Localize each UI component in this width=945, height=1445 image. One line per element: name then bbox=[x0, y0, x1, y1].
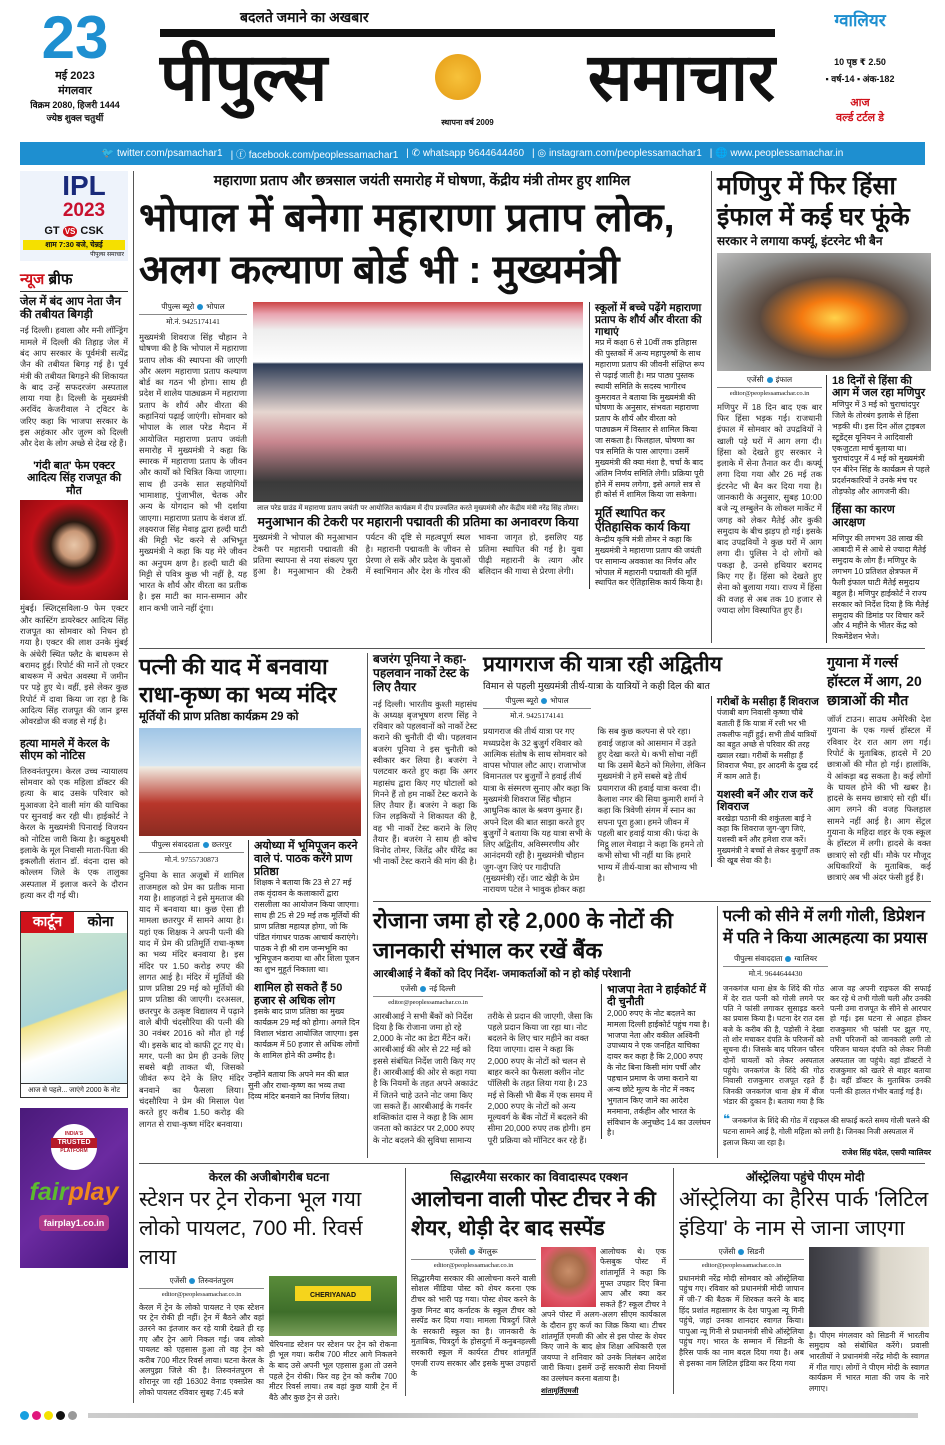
masthead-bar bbox=[160, 29, 775, 37]
brief-label-b: ब्रीफ bbox=[48, 271, 73, 288]
shot-headline: पत्नी को सीने में लगी गोली, डिप्रेशन में पति ने किया आत्महत्या का प्रयास bbox=[723, 907, 928, 947]
teacher-body: सिद्धारमैया सरकार की आलोचना करने वाली सोशल मीडिया पोस्ट को शेयर करना एक टीचर को भारी पड़ गया। पोस्ट शेयर करने के कुछ मिनट बाद कर्नाटक के स्कूल टीचर को सस्पेंड कर दिया गया। मामला चित्रदुर्ग जिले के सरकारी स्कूल का है। जानकारी के मुताबिक, चित्रदुर्ग के होसदुर्गा में कनुबनहल्ली सरकारी स्कूल में कार्यरत टीचर शांतमूर्ति एमजी राज्य सरकार और इसके मुफ्त उपहारों के bbox=[411, 1273, 536, 1379]
print-registration-marks bbox=[20, 1411, 925, 1420]
vs-badge: VS bbox=[64, 227, 76, 236]
shot-story: पत्नी को सीने में लगी गोली, डिप्रेशन में पति ने किया आत्महत्या का प्रयास पीपुल्स संवाददाता ग्वालियर मो.नं. 9644644430 जनकगंज थाना क्षेत्र के शिंदे की गोठ में देर रात पत्नी को गोली लगने पर पति ने फांसी लगाकर सुसाइड करने का प्रयास किया है। घटना देर रात दस बजे के करीब की है, पड़ोसी ने देखा तो शोर मचाकर दंपति के परिजनों को सूचना दी। जिसके बाद परिजन फौरन दोनों घायलों को लेकर अस्पताल पहुंचे। जनकगंज के शिंदे की गोठ निवासी राजकुमार राजपूत रहते हैं जिनकी जनकगंज थाना क्षेत्र में बीज भंडार की दुकान है। बताया गया है कि आज वह अपनी राइफल की सफाई कर रहे थे तभी गोली चली और उनकी पत्नी उमा राजपूत के सीने से आरपार हो गई। इस घटना से आहत होकर राजकुमार भी फांसी पर झूल गए, तभी परिजनों को जानकारी लगी तो परिजन घायल दंपति को लेकर निजी अस्पताल जा पहुंचे। वहां डॉक्टरों ने राजकुमार को खतरे से बाहर बताया है। वहीं डॉक्टर के मुताबिक उनकी पत्नी की हालत गंभीर बताई गई है। ❝ जनकगंज के शिंदे की गोठ में राइफल की सफाई करते समय गोली चलने की घटना सामने आई है, गोली महिला को लगी है। जिनका निजी अस्पताल में इलाज किया जा रहा है। राजेश सिंह चंदेल, एसपी ग्वालियर bbox=[717, 906, 931, 1158]
brief-body: नई दिल्ली। हवाला और मनी लॉन्ड्रिंग मामले में दिल्ली की तिहाड़ जेल में बंद आप सरकार के पूर्वमंत्री सत्येंद्र जैन की तबीयत बिगड़ गई है। पूर्व मंत्री की तबीयत बिगड़ने की शिकायत के बाद उन्हें सफदरजंग अस्पताल लाया गया है। दिल्ली के मुख्यमंत्री अरविंद केजरीवाल ने ट्विटर के जरिए कहा कि भाजपा सरकार के इस अहंकार और जुल्म को दिल्ली और देश के लोग अच्छे से देख रहे हैं। bbox=[20, 325, 128, 449]
team-gt: GT bbox=[44, 225, 60, 237]
australia-body: प्रधानमंत्री नरेंद्र मोदी सोमवार को ऑस्ट्रेलिया पहुंच गए। रविवार को प्रधानमंत्री मोदी जापान में जी-7 की बैठक में शिरकत करने के बाद हिंद प्रशांत महासागर के देश पापुआ न्यू गिनी पहुंचे, जहां उनका शानदार स्वागत किया। पापुआ न्यू गिनी से प्रधानमंत्री सीधे ऑस्ट्रेलिया पहुंच गए। भारत के सम्मान में सिडनी के हैरिस पार्क का नाम बदल दिया गया है। अब से इसका नाम लिटिल इंडिया कर दिया गया bbox=[679, 1273, 804, 1368]
title-block bbox=[140, 8, 795, 128]
manipur-headline: मणिपुर में फिर हिंसा इंफाल में कई घर फूंके bbox=[717, 172, 910, 231]
quote-text: जनकगंज के शिंदे की गोठ में राइफल की सफाई करते समय गोली चलने की घटना सामने आई है, गोली महिला को लगी है। जिनका निजी अस्पताल में इलाज किया जा रहा है। bbox=[723, 1116, 930, 1147]
middle-row bbox=[139, 648, 931, 1158]
date-tithi: ज्येष्ठ शुक्ल चतुर्थी bbox=[46, 113, 104, 123]
web-icon: 🌐 bbox=[715, 148, 728, 159]
team-csk: CSK bbox=[80, 225, 104, 237]
lead-center bbox=[253, 302, 583, 578]
title-right: समाचार bbox=[587, 40, 775, 114]
teacher-story bbox=[405, 1168, 667, 1396]
lead-kicker: महाराणा प्रताप और छत्रसाल जयंती समारोह में घोषणा, केंद्रीय मंत्री तोमर हुए शामिल bbox=[213, 172, 631, 188]
email: editor@peoplessamachar.co.in bbox=[433, 1261, 514, 1269]
ad-url: fairplay1.co.in bbox=[39, 1215, 110, 1231]
lead-photo-caption: लाल परेड ग्राउंड में महाराणा प्रताप जयंती पर आयोजित कार्यक्रम में दीप प्रज्वलित करते मुख्यमंत्री और केंद्रीय मंत्री नरेंद्र सिंह तोमर। bbox=[257, 505, 579, 512]
ipl-year: 2023 bbox=[62, 200, 106, 221]
lead-sub-body: मुख्यमंत्री ने भोपाल की मनुआभान टेकरी पर महारानी पद्मावती की प्रतिमा स्थापना से नया संकल्प पूरा हुआ है। मनुआभान की टेकरी पर्यटन की दृष्टि से महत्वपूर्ण स्थल है। महारानी पद्मावती के जीवन से प्रेरणा ले सकें और प्रदेश के युवाओं में स्वाभिमान और देश के गौरव की भावना जागृत हो, इसलिए यह प्रतिमा स्थापित की गई है। युवा पीढ़ी महारानी के त्याग और बलिदान की गाथा से प्रेरणा लेगी। bbox=[253, 532, 583, 577]
bajrang-story bbox=[373, 653, 477, 868]
guyana-body: जॉर्ज टाउन। साउथ अमेरिकी देश गुयाना के एक गर्ल्स हॉस्टल में रविवार देर रात आग लग गई। रिपोर्ट के मुताबिक, हादसे में 20 छात्राओं की मौत हो गई। हालांकि, ये आंकड़ा बढ़ सकता है। कई लोगों के घायल होने की भी खबर है। हादसे के समय छात्राएं सो रही थीं। आग लगने की वजह फिलहाल सामने नहीं आई है। आग सेंट्रल गुयाना के महिदा शहर के एक स्कूल के हॉस्टल में लगी। हादसे के वक्त छात्राएं सो रही थीं। मौके पर मौजूद अधिकारियों के मुताबिक, कई छात्राएं अब भी अंदर फंसी हुई हैं। bbox=[827, 714, 931, 883]
mobile-number: मो.नं. 9425174141 bbox=[510, 711, 564, 721]
australia-headline: ऑस्ट्रेलिया का हैरिस पार्क 'लिटिल इंडिया' के नाम से जाना जाएगा bbox=[679, 1187, 929, 1240]
byline: एजेंसी bbox=[449, 1246, 467, 1256]
temple-sidebar bbox=[248, 840, 360, 1061]
temple-headline: पत्नी की याद में बनवाया राधा-कृष्ण का भव्य मंदिर bbox=[139, 654, 337, 708]
main-area bbox=[133, 171, 931, 1403]
australia-text: एजेंसी सिडनी editor@peoplessamachar.co.in प्रधानमंत्री नरेंद्र मोदी सोमवार को ऑस्ट्रेलिया पहुंच गए। रविवार को प्रधानमंत्री मोदी जापान में जी-7 की बैठक में शिरकत करने के बाद हिंद प्रशांत महासागर के देश पापुआ न्यू गिनी पहुंचे, जहां उनका शानदार स्वागत किया। पापुआ न्यू गिनी से प्रधानमंत्री सीधे ऑस्ट्रेलिया पहुंच गए। भारत के सम्मान में सिडनी के हैरिस पार्क का नाम बदल दिया गया है। अब से इसका नाम लिटिल इंडिया कर दिया गया bbox=[679, 1246, 804, 1368]
email: editor@peoplessamachar.co.in bbox=[388, 998, 468, 1006]
burning-car-photo bbox=[717, 253, 931, 371]
brief-title: जेल में बंद आप नेता जैन की तबीयत बिगड़ी bbox=[20, 296, 121, 322]
masthead bbox=[20, 0, 925, 142]
newspaper-page bbox=[20, 0, 931, 1420]
tagline: बदलते जमाने का अखबार bbox=[240, 9, 369, 25]
social-twitter[interactable]: 🐦 twitter.com/psamachar1 bbox=[101, 148, 223, 159]
sidebar-body: बरखेड़ा पठानी की शकुंतला बाई ने कहा कि शिवराज जुग-जुग जिएं, यशस्वी बनें और हमेशा राज करें। मुख्यमंत्री ने बच्चों से लेकर बुजुर्गों तक की खूब सेवा की है। bbox=[717, 813, 821, 866]
brand-play: play bbox=[68, 1178, 119, 1207]
bajrang-body: नई दिल्ली। भारतीय कुश्ती महासंघ के अध्यक्ष बृजभूषण शरण सिंह ने रविवार को पहलवानों को नार्को टेस्ट कराने की चुनौती दी थी। पहलवान बजरंग पूनिया ने इस चुनौती को स्वीकार कर लिया है। बजरंग ने पलटवार करते हुए कहा कि अगर महासंघ द्वारा किए गए घोटालों को गिनने हैं तो हम नार्को टेस्ट कराने के लिए तैयार हैं। बजरंग ने कहा कि जिन लड़कियों ने शिकायत की है, वह भी नार्को टेस्ट कराने के लिए तैयार हैं। बजरंग ने साथ ही कोच विनोद तोमर, जितेंद्र और धीरेंद्र का भी नार्को टेस्ट कराने की मांग की है। bbox=[373, 698, 478, 867]
sidebar-body: 2,000 रुपए के नोट बदलने का मामला दिल्ली हाईकोर्ट पहुंच गया है। भाजपा नेता और वकील अश्विनी उपाध्याय ने एक जनहित याचिका दायर कर कहा है कि 2,000 रुपए के नोट बिना किसी मांग पर्ची और पहचान प्रमाण के जमा कराने या अन्य छोटे मूल्य के नोट में नकद भुगतान किए जाने का आदेश मनमाना, तर्कहीन और भारत के संविधान के अनुच्छेद 14 का उल्लंघन है। bbox=[607, 1008, 711, 1138]
instagram-icon: ◎ bbox=[537, 148, 547, 159]
lead-sidebar bbox=[589, 302, 705, 589]
sidebar-title: स्कूलों में बच्चे पढ़ेंगे महाराणा प्रताप के शौर्य और वीरता की गाथाएं bbox=[595, 302, 702, 339]
today-label: आज bbox=[850, 97, 870, 109]
brief-title: हत्या मामले में केरल के सीएम को नोटिस bbox=[20, 737, 110, 763]
fairplay-ad[interactable] bbox=[20, 1108, 128, 1268]
cartoon-image bbox=[21, 933, 127, 1083]
kerala-body-2: चेरियनाड स्टेशन पर स्टेशन पर ट्रेन को रोकना ही भूल गया। करीब 700 मीटर आगे निकलने के बाद उसे अपनी भूल एहसास हुआ तो उसने पहले ट्रेन रोकी। फिर वह ट्रेन को करीब 700 मीटर रिवर्स लाया। तब वहां कुछ यात्री ट्रेन में बैठे और कुछ ट्रेन से उतरे। bbox=[269, 1339, 397, 1402]
price: 10 पृष्ठ ₹ 2.50 bbox=[834, 57, 886, 67]
station-sign-photo bbox=[269, 1276, 397, 1336]
mobile-number: मो.नं. 9644644430 bbox=[748, 968, 803, 978]
sidebar-title: मूर्ति स्थापित कर ऐतिहासिक कार्य किया bbox=[595, 506, 690, 535]
edition-city: ग्वालियर bbox=[834, 11, 886, 30]
teacher-photo-caption: शांतामूर्तिएमजी bbox=[541, 1387, 579, 1395]
teacher-body-2: आलोचक थे। एक फेसबुक पोस्ट में शांतामूर्ति ने कहा कि मुफ्त उपहार दिए बिना आप और क्या कर सकते हैं? स्कूल टीचर ने अपने पोस्ट में अलग-अलग सीएम कार्यकाल के दौरान हुए कर्ज का जिक्र किया था। टीचर शांतमूर्ति एमजी की ओर से इस पोस्ट के शेयर किए जाने के बाद क्षेत्र शिक्षा अधिकारी एल जयप्पा ने शनिवार को उनके निलंबन आदेश जारी किया। इसमें उन्हें सरकारी सेवा नियमों का उल्लंघन करना बताया है। bbox=[541, 1246, 666, 1383]
manipur-story bbox=[711, 171, 931, 643]
founded: स्थापना वर्ष 2009 bbox=[441, 118, 494, 127]
social-website[interactable]: | 🌐 www.peoplessamachar.in bbox=[709, 148, 844, 159]
today-event: वर्ल्ड टर्टल डे bbox=[835, 112, 885, 124]
teacher-text: एजेंसी बेंगलुरू editor@peoplessamachar.co.in सिद्धारमैया सरकार की आलोचना करने वाली सोशल मीडिया पोस्ट को शेयर करना एक टीचर को भारी पड़ गया। पोस्ट शेयर करने के कुछ मिनट बाद कर्नाटक के स्कूल टीचर को सस्पेंड कर दिया गया। मामला चित्रदुर्ग जिले के सरकारी स्कूल का है। जानकारी के मुताबिक, चित्रदुर्ग के होसदुर्गा में कनुबनहल्ली सरकारी स्कूल में कार्यरत टीचर शांतमूर्ति एमजी राज्य सरकार और इसके मुफ्त उपहारों के bbox=[411, 1246, 536, 1379]
sidebar-body: इसके बाद प्राण प्रतिष्ठा का मुख्य कार्यक्रम 29 मई को होगा। अगले दिन विशाल भंडारा आयोजित जाएगा। इस कार्यक्रम में 50 हजार से अधिक लोगों के शामिल होने की उम्मीद है। bbox=[254, 1007, 360, 1060]
edition-block bbox=[805, 8, 915, 125]
date-weekday: मंगलवार bbox=[58, 85, 92, 97]
sidebar-title: भाजपा नेता ने हाईकोर्ट में दी चुनौती bbox=[607, 983, 706, 1009]
teacher-headline: आलोचना वाली पोस्ट टीचर ने की शेयर, थोड़ी देर बाद सस्पेंड bbox=[411, 1187, 656, 1240]
temple-right bbox=[248, 840, 360, 1102]
byline: एजेंसी bbox=[718, 1246, 736, 1256]
notes-sidebar bbox=[601, 984, 711, 1140]
twitter-icon: 🐦 bbox=[101, 148, 115, 159]
whatsapp-icon: ✆ bbox=[411, 148, 421, 159]
teacher-kicker: सिद्धारमैया सरकार का विवादास्पद एक्शन bbox=[450, 1169, 628, 1184]
cartoon-box bbox=[20, 911, 128, 1098]
sidebar-body: मणिपुर में 3 मई को चुराचांदपुर जिले के तोरबंग इलाके से हिंसा भड़की थी। इस दिन ऑल ट्राइबल स्टूडेंट्स यूनियन ने आदिवासी एकजुटता मार्च बुलाया था। चुराचांदपुर में 4 मई को मुख्यमंत्री एन बीरेन सिंह के कार्यक्रम से पहले प्रदर्शनकारियों ने उनके मंच पर तोड़फोड़ और आगजनी की। bbox=[832, 400, 930, 497]
teacher-photo bbox=[541, 1247, 596, 1307]
guyana-headline: गुयाना में गर्ल्स हॉस्टल में आग, 20 छात्राओं की मौत bbox=[827, 654, 922, 709]
issue: ▪ वर्ष-14 ▪ अंक-182 bbox=[825, 74, 895, 84]
bajrang-headline: बजरंग पूनिया ने कहा- पहलवान नार्को टेस्ट के लिए तैयार bbox=[373, 652, 469, 694]
kerala-text: एजेंसी तिरुवनंतपुरम editor@peoplessamachar.co.in केरल में ट्रेन के लोको पायलट ने एक स्टेशन पर ट्रेन रोकी ही नहीं। ट्रेन में बैठने और वहां उतरने का इंतजार कर रहे यात्री देखते ही रह गए और ट्रेन आगे निकल गई। जब लोको पायलट को एहसास हुआ तो वह ट्रेन को करीब 700 मीटर रिवर्स लाया। घटना केरल के अलपुझा जिले की है। तिरुवनंतपुरम से शोरानूर जा रही 16302 वेनाड एक्सप्रेस का लोको पायलट रविवार सुबह 7:45 बजे bbox=[139, 1275, 264, 1397]
sidebar-title: 18 दिनों से हिंसा की आग में जल रहा मणिपुर bbox=[832, 374, 926, 400]
sidebar-body: शिक्षक ने बताया कि 23 से 27 मई तक वृंदावन के कलाकारों द्वारा रासलीला का आयोजन किया जाएगा। साथ ही 25 से 29 मई तक मूर्तियों की प्राण प्रतिष्ठा महायज्ञ होगा, जो कि पंडित गंगाधर पाठक आचार्य कराएंगे। पाठक ने ही श्री राम जन्मभूमि का भूमिपूजन कराया था और शिला पूजन का शुभ मुहूर्त निकाला था। bbox=[254, 878, 360, 975]
ipl-time: शाम 7:30 बजे, चेन्नई bbox=[23, 240, 125, 250]
trusted-badge: INDIA'S TRUSTED PLATFORM bbox=[51, 1124, 97, 1170]
ipl-box bbox=[20, 171, 128, 261]
kerala-headline: स्टेशन पर ट्रेन रोकना भूल गया लोको पायलट, 700 मी. रिवर्स लाया bbox=[139, 1187, 363, 1269]
top-row bbox=[139, 171, 930, 643]
mobile-number: मो.नं. 9425174141 bbox=[166, 317, 220, 326]
facebook-icon: ⓕ bbox=[235, 150, 246, 161]
cartoon-label-b: कोना bbox=[87, 913, 114, 930]
news-brief bbox=[20, 269, 128, 901]
byline: एजेंसी bbox=[169, 1275, 187, 1285]
temple-sub: मूर्तियों की प्राण प्रतिष्ठा कार्यक्रम 29 को bbox=[139, 711, 299, 724]
middle-right bbox=[367, 653, 931, 1158]
cartoon-label-a: कार्टून bbox=[21, 912, 74, 933]
quote-icon: ❝ bbox=[723, 1112, 731, 1127]
shot-quote bbox=[723, 1111, 931, 1158]
lead-photo bbox=[253, 302, 583, 502]
temple-story bbox=[139, 653, 361, 1130]
date-month: मई 2023 bbox=[55, 70, 95, 82]
quote-author: राजेश सिंह चंदेल, एसपी ग्वालियर bbox=[841, 1147, 931, 1157]
brief-body: मुंबई। स्प्लिट्सविला-9 फेम एक्टर और कास्टिंग डायरेक्टर आदित्य सिंह राजपूत का सोमवार को निधन हो गया है। एक्टर की लाश उनके मुंबई के अंधेरी स्थित फ्लैट के बाथरूम से बरामद हुई। रिपोर्ट की मानें तो एक्टर बाथरूम में अचेत अवस्था में जमीन पर पड़े हुए थे। वहीं, इसे लेकर कुछ रिपोर्ट में दावा किया जा रहा है कि आदित्य सिंह राजपूत की जान ड्रग्स ओवरडोज की वजह से गई है। bbox=[20, 603, 128, 727]
cartoon-caption: आज से पहले... जाएंगे 2000 के नोट bbox=[21, 1083, 127, 1097]
date-block bbox=[20, 4, 130, 124]
left-column bbox=[20, 171, 128, 1268]
lead-body: मुख्यमंत्री शिवराज सिंह चौहान ने घोषणा की है कि भोपाल में महाराणा प्रताप लोक की स्थापना की जाएगी और अलग महाराणा प्रताप कल्याण बोर्ड का गठन भी होगा। साथ ही प्रदेश में शालेय पाठ्यक्रम में महाराणा प्रताप के शौर्य और वीरता की कहानियां पढ़ाई जाएंगी। सोमवार को भोपाल के लाल परेड मैदान में आयोजित महाराणा प्रताप जयंती समारोह में मुख्यमंत्री ने कहा कि स्मारक में महाराणा प्रताप के जीवन और कार्यों को चित्रित किया जाएगा। साथ ही उनके सात सहयोगियों भामाशाह, पुंजाभील, चेतक और अन्य के योगदान को भी दर्शाया जाएगा। महाराणा प्रताप के वंशज डॉ. लक्ष्यराज सिंह मेवाड़ द्वारा हल्दी घाटी की मिट्टी भेंट करने से अभिभूत मुख्यमंत्री ने कहा कि यह मेरे जीवन का अनुपम क्षण है। हल्दी घाटी की मिट्टी से पवित्र कुछ भी नहीं है, यह भारत के शौर्य और वीरता का प्रतीक है। इस माटी का मान-सम्मान और शान कभी जाने नहीं दूंगा। bbox=[139, 332, 247, 613]
sidebar-title: अयोध्या में भूमिपूजन करने वाले पं. पाठक करेंगे प्राण प्रतिष्ठा bbox=[254, 840, 358, 878]
brief-body: तिरुवनंतपुरम। केरल उच्च न्यायालय सोमवार को एक महिला डॉक्टर की हत्या के बाद उसके परिवार को मुआवजा देने वाली मांग की याचिका पर सुनवाई कर रही थी। हाईकोर्ट ने केरल के मुख्यमंत्री पिनाराई विजयन को नोटिस जारी किया है। कडुथुरुथी इलाके के मूल निवासी माता-पिता की इकलौती संतान डॉ. वंदना दास को कोल्लम जिले के एक तालुका अस्पताल में इलाज करने के दौरान हत्या कर दी गई थी। bbox=[20, 765, 128, 900]
manipur-text: एजेंसी इंफाल editor@peoplessamachar.co.in मणिपुर में 18 दिन बाद एक बार फिर हिंसा भड़क गई। राजधानी इंफाल में सोमवार को उपद्रवियों ने खाली पड़े घरों में आग लगा दी। हिंसा को देखते हुए सरकार ने इलाके में सेना तैनात कर दी। कर्फ्यू लगा दिया गया और 26 मई तक इंटरनेट भी बैन कर दिया गया है। जानकारी के अनुसार, सुबह 10:00 बजे न्यू लम्बुलेन के लोकल मार्केट में जगह को लेकर मैतेई और कुकी समुदाय के बीच झड़प हो गई। इसके बाद उपद्रवियों ने कुछ घरों में आग लगा दी। पुलिस ने दो लोगों को पकड़ा है, उनसे हथियार बरामद किए गए हैं। हिंसा को देखते हुए सेना को बुलाया गया। राज्य में हिंसा की वजह से अब तक 10 हजार से ज्यादा लोग विस्थापित हुए हैं। bbox=[717, 374, 822, 615]
page-body bbox=[20, 170, 931, 1403]
social-facebook[interactable]: | ⓕ facebook.com/peoplessamachar1 bbox=[230, 150, 399, 161]
byline: पीपुल्स संवाददाता bbox=[151, 840, 200, 850]
byline: पीपुल्स संवाददाता bbox=[733, 953, 783, 963]
email: editor@peoplessamachar.co.in bbox=[161, 1290, 242, 1298]
prayagraj-sub: विमान से पहली मुख्यमंत्री तीर्थ-यात्रा के यात्रियों ने कही दिल की बात bbox=[483, 681, 710, 693]
byline: पीपुल्स ब्यूरो bbox=[505, 696, 539, 706]
manipur-body: मणिपुर में 18 दिन बाद एक बार फिर हिंसा भड़क गई। राजधानी इंफाल में सोमवार को उपद्रवियों ने खाली पड़े घरों में आग लगा दी। हिंसा को देखते हुए सरकार ने इलाके में सेना तैनात कर दी। कर्फ्यू लगा दिया गया और 26 मई तक इंटरनेट भी बैन कर दिया गया है। जानकारी के अनुसार, सुबह 10:00 बजे न्यू लम्बुलेन के लोकल मार्केट में जगह को लेकर मैतेई और कुकी समुदाय के बीच झड़प हो गई। इसके बाद उपद्रवियों ने कुछ घरों में आग लगा दी। पुलिस ने दो लोगों को पकड़ा है, उनसे हथियार बरामद किए गए हैं। हिंसा को देखते हुए सेना को बुलाया गया। राज्य में हिंसा की वजह से अब तक 10 हजार से ज्यादा लोग विस्थापित हुए हैं। bbox=[717, 401, 822, 615]
lead-text: पीपुल्स ब्यूरो भोपाल मो.नं. 9425174141 मुख्यमंत्री शिवराज सिंह चौहान ने घोषणा की है कि भोपाल में महाराणा प्रताप लोक की स्थापना की जाएगी और अलग महाराणा प्रताप कल्याण बोर्ड का गठन भी होगा। साथ ही प्रदेश में शालेय पाठ्यक्रम में महाराणा प्रताप के शौर्य और वीरता की कहानियां पढ़ाई जाएंगी। सोमवार को भोपाल के लाल परेड मैदान में आयोजित महाराणा प्रताप जयंती समारोह में मुख्यमंत्री ने कहा कि स्मारक में महाराणा प्रताप के जीवन और कार्यों को चित्रित किया जाएगा। साथ ही उनके सात सहयोगियों भामाशाह, पुंजाभील, चेतक और अन्य के योगदान को भी दर्शाया जाएगा। महाराणा प्रताप के वंशज डॉ. लक्ष्यराज सिंह मेवाड़ द्वारा हल्दी घाटी की मिट्टी भेंट करने से अभिभूत मुख्यमंत्री ने कहा कि यह मेरे जीवन का अनुपम क्षण है। हल्दी घाटी की मिट्टी से पवित्र कुछ भी नहीं है, यह भारत के शौर्य और वीरता का प्रतीक है। इस माटी का मान-सम्मान और शान कभी जाने नहीं दूंगा। bbox=[139, 302, 247, 613]
sidebar-title: शामिल हो सकते हैं 50 हजार से अधिक लोग bbox=[254, 982, 343, 1007]
mobile-number: मो.नं. 9755730873 bbox=[164, 855, 219, 865]
brand-fair: fair bbox=[29, 1178, 69, 1207]
sidebar-title: यशस्वी बनें और राज करें शिवराज bbox=[717, 788, 813, 814]
byline: एजेंसी bbox=[746, 374, 764, 384]
byline: पीपुल्स ब्यूरो bbox=[161, 302, 195, 311]
newspaper-title bbox=[160, 37, 775, 117]
prayagraj-text: पीपुल्स ब्यूरो भोपाल मो.नं. 9425174141 प्रयागराज की तीर्थ यात्रा पर गए मध्यप्रदेश के 32 बुजुर्ग रविवार को आत्मिक संतोष के साथ सोमवार को वापस भोपाल लौट आए। राजाभोज विमानतल पर बुजुर्गों ने हवाई तीर्थ यात्रा के संस्मरण सुनाए और कहा कि मुख्यमंत्री शिवराज सिंह चौहान आधुनिक काल के श्रवण कुमार हैं। अपने दिल की बात साझा करते हुए बुजुर्गों ने बताया कि यह यात्रा सभी के लिए अद्वितीय, अविस्मरणीय और आनंदमयी रही है। मुख्यमंत्री चौहान जुग-जुग जिएं पर गादीपति (मुख्यमंत्री) रहें। जाट खेड़ी के प्रेम नारायण पटेल ने भावुक होकर कहा कि सब कुछ कल्पना से परे रहा। हवाई जहाज को आसमान में उड़ते हुए देखा करते थे। कभी सोचा नहीं था कि उसमें बैठने को मिलेगा, लेकिन मुख्यमंत्री ने हमें सबसे बड़े तीर्थ प्रयागराज की हवाई यात्रा करवा दी। कैलाश नगर की सिया कुमारी शर्मा ने कहा कि त्रिवेणी संगम में स्नान का सपना पूरा हुआ। हमने जीवन में पहली बार हवाई यात्रा की। फंदा के मिट्ठू लाल मेवाड़ा ने कहा कि हमने तो कभी सोचा भी नहीं था कि हमारे भाग्य में तीर्थ-यात्रा का सौभाग्य भी है। bbox=[483, 696, 706, 895]
kerala-story bbox=[139, 1168, 399, 1404]
lead-story bbox=[139, 171, 705, 614]
notes-body: आरबीआई ने सभी बैंकों को निर्देश दिया है कि रोजाना जमा हो रहे 2,000 के नोट का डेटा मैंटेन करें। आरबीआई की ओर से 22 मई को इससे संबंधित निर्देश जारी किए गए हैं। आरबीआई की ओर से कहा गया है कि नियमों के तहत अपने अकाउंट में जितने चाहे उतने नोट जमा किए जा सकते हैं। आरबीआई के गवर्नर शक्तिकांत दास ने कहा है कि आम जनता को काउंटर पर 2,000 रुपए के नोट बदलने की सुविधा सामान्य तरीके से प्रदान की जाएगी, जैसा कि पहले प्रदान किया जा रहा था। नोट बदलने के लिए चार महीने का वक्त दिया जाएगा। दास ने कहा कि 2,000 रुपए के नोटों को चलन से बाहर करने का फैसला क्लीन नोट पॉलिसी के तहत लिया गया है। 23 मई से किसी भी बैंक में एक समय में 2,000 रुपए के नोटों को अन्य मूल्यवर्ग के बैंक नोटों में बदलने की सीमा 20,000 रुपए तक होगी। हम पूरी प्रक्रिया को मॉनिटर कर रहे हैं। bbox=[373, 1010, 593, 1145]
notes-headline: रोजाना जमा हो रहे 2,000 के नोटों की जानकारी संभाल कर रखें बैंक bbox=[373, 907, 673, 963]
social-whatsapp[interactable]: | ✆ whatsapp 9644644460 bbox=[406, 148, 525, 159]
social-instagram[interactable]: | ◎ instagram.com/peoplessamachar1 bbox=[532, 148, 702, 159]
title-left: पीपुल्स bbox=[160, 40, 328, 114]
temple-tail: उन्होंने बताया कि अपने मन की बात सुनी और राधा-कृष्ण का भव्य तथा दिव्य मंदिर बनवाने का निर्णय लिया। bbox=[248, 1069, 350, 1101]
email: editor@peoplessamachar.co.in bbox=[729, 389, 810, 397]
prayagraj-side-quotes bbox=[711, 696, 821, 866]
lead-sub-headline: मनुआभान की टेकरी पर महारानी पद्मावती की प्रतिमा का अनावरण किया bbox=[257, 515, 579, 529]
prayagraj-body: प्रयागराज की तीर्थ यात्रा पर गए मध्यप्रदेश के 32 बुजुर्ग रविवार को आत्मिक संतोष के साथ सोमवार को वापस भोपाल लौट आए। राजाभोज विमानतल पर बुजुर्गों ने हवाई तीर्थ यात्रा के संस्मरण सुनाए और कहा कि मुख्यमंत्री शिवराज सिंह चौहान आधुनिक काल के श्रवण कुमार हैं। अपने दिल की बात साझा करते हुए बुजुर्गों ने बताया कि यह यात्रा सभी के लिए अद्वितीय, अविस्मरणीय और आनंदमयी रही है। मुख्यमंत्री चौहान जुग-जुग जिएं पर गादीपति (मुख्यमंत्री) रहें। जाट खेड़ी के प्रेम नारायण पटेल ने भावुक होकर कहा कि सब कुछ कल्पना से परे रहा। हवाई जहाज को आसमान में उड़ते हुए देखा करते थे। कभी सोचा नहीं था कि उसमें बैठने को मिलेगा, लेकिन मुख्यमंत्री ने हमें सबसे बड़े तीर्थ प्रयागराज की हवाई यात्रा करवा दी। कैलाश नगर की सिया कुमारी शर्मा ने कहा कि त्रिवेणी संगम में स्नान का सपना पूरा हुआ। हमने जीवन में पहली बार हवाई यात्रा की। फंदा के मिट्ठू लाल मेवाड़ा ने कहा कि हमने तो कभी सोचा भी नहीं था कि हमारे भाग्य में तीर्थ-यात्रा का सौभाग्य भी है। bbox=[483, 726, 706, 895]
australia-body-2: है। पीएम मंगलवार को सिडनी में भारतीय समुदाय को संबोधित करेंगे। प्रवासी भारतीयों ने प्रधानमंत्री नरेंद्र मोदी के स्वागत में गीत गाए। लोगों ने पीएम मोदी के स्वागत कार्यक्रम में भारत माता की जय के नारे लगाए। bbox=[809, 1330, 929, 1393]
ipl-credit: पीपुल्स समाचार bbox=[90, 252, 124, 258]
guyana-story bbox=[827, 653, 931, 883]
brief-title: 'गंदी बात' फेम एक्टर आदित्य सिंह राजपूत की मौत bbox=[26, 459, 122, 497]
manipur-sidebar bbox=[826, 375, 931, 643]
australia-story bbox=[673, 1168, 931, 1395]
temple-text: पीपुल्स संवाददाता छतरपुर मो.नं. 9755730873 दुनिया के सात अजूबों में शामिल ताजमहल को प्रेम का प्रतीक माना गया है। शाहजहां ने इसे मुमताज की याद में बनवाया था। कुछ ऐसा ही मामला छतरपुर में सामने आया है। यहां एक शिक्षक ने अपनी पत्नी की याद में प्रेम की प्रतिमूर्ति राधा-कृष्ण का भव्य मंदिर बनवाया है। इस मंदिर पर 1.50 करोड़ रुपए की लागत आई है। मंदिर में मूर्तियों की प्राण प्रतिष्ठा 29 मई को मूर्तियों की प्राण प्रतिष्ठा की जाएगी। दरअसल, छतरपुर के उत्कृष्ट विद्यालय में पढ़ाने वाले बीपी चंदसौरिया की पत्नी की 30 नवंबर 2016 को मौत हो गई थी। इसके बाद वो काफी टूट गए थे। मगर, पत्नी का प्रेम ही उनके लिए सबसे बड़ी ताकत थी, जिसको जीवंत रूप देने के लिए मंदिर बनवाने का फैसला लिया। चंदसौरिया ने प्रेम की मिसाल पेश करते हुए करीब 1.50 करोड़ की लागत से राधा-कृष्ण मंदिर बनवाया। bbox=[139, 840, 244, 1129]
sidebar-body: पंजाबी बाग निवासी कृष्णा चौबे बताती हैं कि यात्रा में रत्ती भर भी तकलीफ नहीं हुई। सभी तीर्थ यात्रियों का बहुत अच्छे से परिवार की तरह ख्याल रखा। गरीबों के मसीहा हैं शिवराज भैया, हर आदमी के दुख दर्द में काम आते हैं। bbox=[717, 708, 818, 781]
manipur-sub: सरकार ने लगाया कर्फ्यू, इंटरनेट भी बैन bbox=[717, 234, 883, 248]
sidebar-body: मप्र में कक्षा 6 से 10वीं तक इतिहास की पुस्तकों में अन्य महापुरुषों के साथ महाराणा प्रताप की जीवनी संक्षिप्त रूप से पढ़ाई जाती है। मप्र पाठ्य पुस्तक स्थायी समिति के सदस्य भागीरथ कुमरावत ने बताया कि मुख्यमंत्री की घोषणा के अनुसार, संभवतः महाराणा प्रताप के शौर्य और वीरता को पाठ्यक्रम में विस्तार से शामिल किया जा सकता है। फिलहाल, घोषणा का पत्र समिति के पास आएगा। उसमें मुख्यमंत्री की क्या मंशा है, चर्चा के बाद अंतिम निर्णय समिति लेगी। प्रक्रिया पूरी होने में समय लगेगा, इसे अगले सत्र से ही कोर्स में शामिल किया जा सकेगा। bbox=[595, 338, 705, 500]
actor-photo bbox=[20, 500, 128, 600]
date-day: 23 bbox=[41, 4, 109, 71]
sidebar-body: मणिपुर की लगभग 38 लाख की आबादी में से आधे से ज्यादा मैतेई समुदाय के लोग हैं। मणिपुर के लगभग 10 प्रतिशत क्षेत्रफल में फैली इंफाल घाटी मैतेई समुदाय बहुल है। मणिपुर हाईकोर्ट ने राज्य सरकार को निर्देश दिया है कि मैतेई समुदाय की डिमांड पर विचार करें और 4 महीने के भीतर केंद्र को रिकमेंडेशन भेजे। bbox=[832, 534, 929, 642]
sidebar-title: हिंसा का कारण आरक्षण bbox=[832, 503, 895, 530]
notes-sub: आरबीआई ने बैंकों को दिए निर्देश- जमाकर्ताओं को न हो कोई परेशानी bbox=[373, 967, 631, 980]
notes-text: एजेंसी नई दिल्ली editor@peoplessamachar.co.in आरबीआई ने सभी बैंकों को निर्देश दिया है कि रोजाना जमा हो रहे 2,000 के नोट का डेटा मैंटेन करें। आरबीआई की ओर से 22 मई को इससे संबंधित निर्देश जारी किए गए हैं। आरबीआई की ओर से कहा गया है कि नियमों के तहत अपने अकाउंट में जितने चाहे उतने नोट जमा किए जा सकते हैं। आरबीआई के गवर्नर शक्तिकांत दास ने कहा है कि आम जनता को काउंटर पर 2,000 रुपए के नोट बदलने की सुविधा सामान्य तरीके से प्रदान की जाएगी, जैसा कि पहले प्रदान किया जा रहा था। नोट बदलने के लिए चार महीने का वक्त दिया जाएगा। दास ने कहा कि 2,000 रुपए के नोटों को चलन से बाहर करने का फैसला क्लीन नोट पॉलिसी के तहत लिया गया है। 23 मई से किसी भी बैंक में एक समय में 2,000 रुपए के नोटों को अन्य मूल्यवर्ग के बैंक नोटों में बदलने की सीमा 20,000 रुपए तक होगी। हम पूरी प्रक्रिया को मॉनिटर कर रहे हैं। bbox=[373, 984, 596, 1146]
sidebar-title: गरीबों के मसीहा हैं शिवराज bbox=[717, 696, 819, 709]
sidebar-body: केन्द्रीय कृषि मंत्री तोमर ने कहा कि मुख्यमंत्री ने महाराणा प्रताप की जयंती पर सामान्य अवकाश का निर्णय और भोपाल में महारानी पद्मावती की मूर्ति स्थापित कर ऐतिहासिक कार्य किया है। bbox=[595, 534, 703, 588]
logo-pen-icon bbox=[435, 54, 481, 100]
notes-story bbox=[373, 906, 711, 1146]
kerala-body: केरल में ट्रेन के लोको पायलट ने एक स्टेशन पर ट्रेन रोकी ही नहीं। ट्रेन में बैठने और वहां उतरने का इंतजार कर रहे यात्री देखते ही रह गए और ट्रेन आगे निकल गई। जब लोको पायलट को एहसास हुआ तो वह ट्रेन को करीब 700 मीटर रिवर्स लाया। घटना केरल के अलपुझा जिले की है। तिरुवनंतपुरम से शोरानूर जा रही 16302 वेनाड एक्सप्रेस का लोको पायलट रविवार सुबह 7:45 बजे bbox=[139, 1302, 264, 1397]
byline: एजेंसी bbox=[400, 983, 418, 993]
lead-headline: भोपाल में बनेगा महाराणा प्रताप लोक, अलग कल्याण बोर्ड भी : मुख्यमंत्री bbox=[139, 196, 675, 292]
temple-photo bbox=[139, 728, 361, 836]
station-sign: CHERIYANAD bbox=[295, 1286, 371, 1301]
brief-label-a: न्यूज bbox=[20, 271, 45, 288]
prayagraj-headline: प्रयागराज की यात्रा रही अद्वितीय bbox=[483, 653, 722, 677]
date-calendar: विक्रम 2080, हिजरी 1444 bbox=[30, 100, 120, 110]
prayagraj-story bbox=[483, 653, 821, 895]
australia-kicker: ऑस्ट्रेलिया पहुंचे पीएम मोदी bbox=[745, 1169, 865, 1184]
bottom-row bbox=[139, 1163, 929, 1404]
ipl-title: IPL bbox=[62, 170, 106, 201]
social-bar bbox=[20, 142, 925, 165]
modi-albanese-photo bbox=[809, 1247, 929, 1327]
email: editor@peoplessamachar.co.in bbox=[701, 1261, 782, 1269]
shot-body: जनकगंज थाना क्षेत्र के शिंदे की गोठ में देर रात पत्नी को गोली लगने पर पति ने फांसी लगाकर सुसाइड करने का प्रयास किया है। घटना देर रात दस बजे के करीब की है, पड़ोसी ने देखा तो शोर मचाकर दंपति के परिजनों को सूचना दी। जिसके बाद परिजन फौरन दोनों घायलों को लेकर अस्पताल पहुंचे। जनकगंज के शिंदे की गोठ निवासी राजकुमार राजपूत रहते हैं जिनकी जनकगंज थाना क्षेत्र में बीज भंडार की दुकान है। बताया गया है कि आज वह अपनी राइफल की सफाई कर रहे थे तभी गोली चली और उनकी पत्नी उमा राजपूत के सीने से आरपार हो गई। इस घटना से आहत होकर राजकुमार भी फांसी पर झूल गए, तभी परिजनों को जानकारी लगी तो परिजन घायल दंपति को लेकर निजी अस्पताल जा पहुंचे। वहां डॉक्टरों ने राजकुमार को खतरे से बाहर बताया है। वहीं डॉक्टर के मुताबिक उनकी पत्नी की हालत गंभीर बताई गई है। bbox=[723, 983, 931, 1106]
temple-body: दुनिया के सात अजूबों में शामिल ताजमहल को प्रेम का प्रतीक माना गया है। शाहजहां ने इसे मुमताज की याद में बनवाया था। कुछ ऐसा ही मामला छतरपुर में सामने आया है। यहां एक शिक्षक ने अपनी पत्नी की याद में प्रेम की प्रतिमूर्ति राधा-कृष्ण का भव्य मंदिर बनवाया है। इस मंदिर पर 1.50 करोड़ रुपए की लागत आई है। मंदिर में मूर्तियों की प्राण प्रतिष्ठा 29 मई को मूर्तियों की प्राण प्रतिष्ठा की जाएगी। दरअसल, छतरपुर के उत्कृष्ट विद्यालय में पढ़ाने वाले बीपी चंदसौरिया की पत्नी की 30 नवंबर 2016 को मौत हो गई थी। इसके बाद वो काफी टूट गए थे। मगर, पत्नी का प्रेम ही उनके लिए सबसे बड़ी ताकत थी, जिसको जीवंत रूप देने के लिए मंदिर बनवाने का फैसला लिया। चंदसौरिया ने प्रेम की मिसाल पेश करते हुए करीब 1.50 करोड़ की लागत से राधा-कृष्ण मंदिर बनवाया। bbox=[139, 870, 244, 1129]
kerala-kicker: केरल की अजीबोगरीब घटना bbox=[208, 1169, 330, 1184]
